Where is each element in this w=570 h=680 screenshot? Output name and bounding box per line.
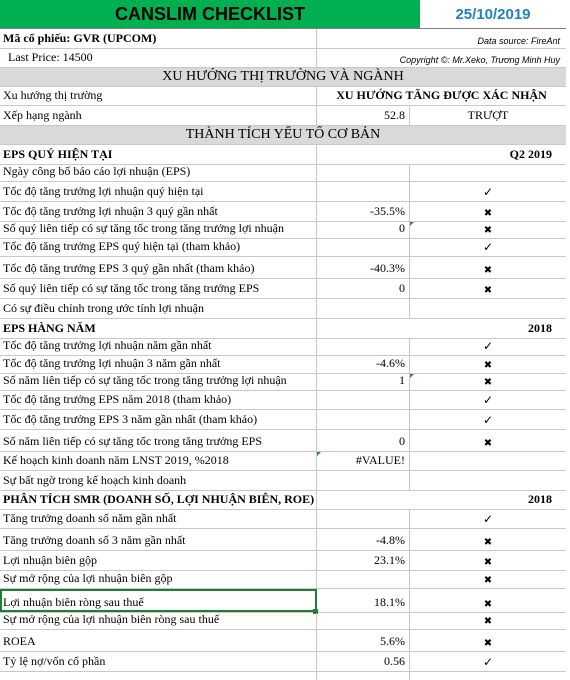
table-row — [0, 339, 566, 356]
check-icon: ✓ — [482, 240, 494, 254]
row-label[interactable]: Tốc độ tăng trưởng EPS năm 2018 (tham khảo) — [0, 391, 317, 409]
table-row — [0, 239, 566, 257]
row-label[interactable]: Tỷ lệ nợ/vốn cổ phần — [0, 652, 317, 671]
cross-icon: ✖ — [483, 265, 493, 276]
eps-year-period[interactable]: 2018 — [528, 321, 552, 335]
row-label[interactable]: Số năm liên tiếp có sự tăng tốc trong tăng trưởng lợi nhuận — [0, 374, 317, 390]
row-value[interactable]: 5.6% — [317, 630, 410, 651]
table-row — [0, 165, 566, 182]
industry-rank-label[interactable]: Xếp hạng ngành — [0, 106, 317, 125]
cross-icon: ✖ — [483, 377, 493, 388]
cross-icon: ✖ — [483, 638, 493, 649]
sheet-title[interactable]: CANSLIM CHECKLIST — [115, 3, 305, 24]
row-check[interactable] — [410, 589, 566, 612]
table-row — [0, 452, 566, 471]
row-label[interactable]: Số quý liên tiếp có sự tăng tốc trong tăng trưởng EPS — [0, 279, 317, 298]
cross-icon: ✖ — [483, 285, 493, 296]
market-trend-label[interactable]: Xu hướng thị trường — [0, 87, 317, 105]
cross-icon: ✖ — [483, 575, 493, 586]
title-bar — [0, 0, 566, 29]
row-label[interactable]: Số năm liên tiếp có sự tăng tốc trong tăng trưởng EPS — [0, 430, 317, 451]
row-value[interactable]: -4.8% — [317, 529, 410, 550]
table-row — [0, 551, 566, 571]
row-value[interactable]: -40.3% — [317, 257, 410, 278]
stock-code-cell[interactable]: Mã cổ phiếu: GVR (UPCOM) — [0, 29, 317, 48]
row-label[interactable]: Tăng trưởng doanh số năm gần nhất — [0, 510, 317, 528]
check-icon: ✓ — [482, 413, 494, 427]
row-check[interactable] — [410, 510, 566, 528]
row-label[interactable] — [0, 672, 317, 680]
price-info-row — [0, 49, 566, 68]
row-label[interactable]: Tốc độ tăng trưởng lợi nhuận 3 quý gần nhất — [0, 202, 317, 221]
row-label[interactable]: Sự mở rộng của lợi nhuận biên gộp — [0, 571, 317, 588]
row-check[interactable] — [410, 299, 566, 318]
row-check[interactable] — [410, 257, 566, 278]
row-value[interactable]: #VALUE! — [317, 452, 410, 470]
cross-icon: ✖ — [483, 557, 493, 568]
smr-header — [0, 491, 566, 510]
row-check[interactable] — [410, 239, 566, 256]
row-check[interactable] — [410, 529, 566, 550]
table-row — [0, 630, 566, 652]
table-row — [0, 613, 566, 630]
row-value[interactable]: 1 — [317, 374, 410, 390]
table-row — [0, 182, 566, 202]
industry-rank-value[interactable]: 52.8 — [317, 106, 410, 125]
row-check[interactable] — [410, 374, 566, 390]
table-row — [0, 510, 566, 529]
comment-marker-icon — [410, 222, 414, 226]
comment-marker-icon — [410, 374, 414, 378]
row-value[interactable] — [317, 571, 410, 588]
table-row — [0, 529, 566, 551]
row-label[interactable]: Có sự điều chỉnh trong ước tính lợi nhuận — [0, 299, 317, 318]
row-label[interactable]: Tốc độ tăng trưởng EPS quý hiện tại (tham khảo) — [0, 239, 317, 256]
row-label[interactable]: Tốc độ tăng trưởng lợi nhuận năm gần nhất — [0, 339, 317, 355]
row-label[interactable]: Ngày công bố báo cáo lợi nhuận (EPS) — [0, 165, 317, 181]
row-label[interactable]: Kế hoạch kinh doanh năm LNST 2019, %2018 — [0, 452, 317, 470]
row-value[interactable] — [317, 510, 410, 528]
row-value[interactable]: -35.5% — [317, 202, 410, 221]
selected-cell[interactable]: Lợi nhuận biên ròng sau thuế — [0, 589, 317, 612]
performance-section-header — [0, 126, 566, 145]
table-row — [0, 652, 566, 672]
row-value[interactable]: 0.56 — [317, 652, 410, 671]
row-value[interactable] — [317, 182, 410, 201]
table-row — [0, 571, 566, 589]
row-label[interactable]: Tăng trưởng doanh số 3 năm gần nhất — [0, 529, 317, 550]
row-label[interactable]: Tốc độ tăng trưởng lợi nhuận 3 năm gần nhất — [0, 356, 317, 373]
table-row — [0, 410, 566, 430]
row-check[interactable] — [410, 630, 566, 651]
row-label[interactable]: Số quý liên tiếp có sự tăng tốc trong tăng trưởng lợi nhuận — [0, 222, 317, 238]
row-check[interactable] — [410, 652, 566, 671]
cross-icon: ✖ — [483, 537, 493, 548]
eps-quarter-period[interactable]: Q2 2019 — [509, 147, 552, 161]
table-row — [0, 589, 566, 613]
row-value[interactable]: 23.1% — [317, 551, 410, 570]
stock-info-row — [0, 29, 566, 49]
table-row — [0, 672, 566, 680]
cross-icon: ✖ — [483, 438, 493, 449]
market-trend-value[interactable]: XU HƯỚNG TĂNG ĐƯỢC XÁC NHẬN — [336, 88, 547, 102]
last-price-cell[interactable]: Last Price: 14500 — [0, 49, 317, 67]
check-icon: ✓ — [482, 512, 494, 526]
row-value[interactable]: -4.6% — [317, 356, 410, 373]
row-value[interactable] — [317, 391, 410, 409]
row-value[interactable]: 18.1% — [317, 589, 410, 612]
row-value[interactable]: 0 — [317, 222, 410, 238]
cross-icon: ✖ — [483, 225, 493, 236]
row-value[interactable] — [317, 672, 410, 680]
row-label[interactable]: ROEA — [0, 630, 317, 651]
eps-quarter-title[interactable]: EPS QUÝ HIỆN TẠI — [0, 145, 317, 164]
eps-year-header — [0, 319, 566, 339]
row-value[interactable] — [317, 165, 410, 181]
row-check[interactable] — [410, 551, 566, 570]
row-check[interactable] — [410, 279, 566, 298]
row-value[interactable] — [317, 299, 410, 318]
copyright-cell[interactable]: Copyright ©: Mr.Xeko, Trương Minh Huy — [399, 55, 560, 65]
check-icon: ✓ — [482, 185, 494, 199]
row-check[interactable] — [410, 471, 566, 490]
table-row — [0, 430, 566, 452]
row-label[interactable]: Sự mở rộng của lợi nhuận biên ròng sau thuế — [0, 613, 317, 629]
row-check[interactable] — [410, 391, 566, 409]
row-label[interactable]: Tốc độ tăng trưởng EPS 3 quý gần nhất (tham khảo) — [0, 257, 317, 278]
row-check[interactable] — [410, 452, 566, 470]
smr-title[interactable]: PHÂN TÍCH SMR (DOANH SỐ, LỢI NHUẬN BIÊN, ROE) — [0, 491, 317, 509]
row-label[interactable]: Sự bất ngờ trong kế hoạch kinh doanh — [0, 471, 317, 490]
row-value[interactable] — [317, 239, 410, 256]
table-row — [0, 202, 566, 222]
row-label[interactable]: Lợi nhuận biên gộp — [0, 551, 317, 570]
check-icon: ✓ — [482, 339, 494, 353]
cross-icon: ✖ — [483, 360, 493, 371]
row-check[interactable] — [410, 165, 566, 181]
row-check[interactable] — [410, 430, 566, 451]
row-value[interactable] — [317, 410, 410, 429]
table-row — [0, 257, 566, 279]
row-value[interactable]: 0 — [317, 430, 410, 451]
table-row — [0, 356, 566, 374]
row-value[interactable] — [317, 613, 410, 629]
table-row — [0, 279, 566, 299]
row-label[interactable]: Tốc độ tăng trưởng EPS 3 năm gần nhất (tham khảo) — [0, 410, 317, 429]
cross-icon: ✖ — [483, 599, 493, 610]
row-check[interactable] — [410, 356, 566, 373]
row-check[interactable] — [410, 571, 566, 588]
smr-period[interactable]: 2018 — [528, 492, 552, 506]
row-value[interactable] — [317, 339, 410, 355]
table-row — [0, 471, 566, 491]
eps-quarter-header — [0, 145, 566, 165]
table-row — [0, 391, 566, 410]
market-section-title[interactable]: XU HƯỚNG THỊ TRƯỜNG VÀ NGÀNH — [162, 69, 404, 84]
cross-icon: ✖ — [483, 616, 493, 627]
industry-rank-row — [0, 106, 566, 126]
check-icon: ✓ — [482, 655, 494, 669]
market-section-header — [0, 68, 566, 87]
row-check[interactable] — [410, 222, 566, 238]
industry-rank-status[interactable]: TRƯỢT — [467, 108, 509, 122]
table-row — [0, 299, 566, 319]
row-label[interactable]: Tốc độ tăng trưởng lợi nhuận quý hiện tại — [0, 182, 317, 201]
table-row — [0, 222, 566, 239]
performance-section-title[interactable]: THÀNH TÍCH YẾU TỐ CƠ BẢN — [185, 127, 381, 142]
row-check[interactable] — [410, 613, 566, 629]
data-source-cell[interactable]: Data source: FireAnt — [477, 36, 560, 46]
cross-icon: ✖ — [483, 208, 493, 219]
table-row — [0, 374, 566, 391]
row-value[interactable] — [317, 471, 410, 490]
report-date[interactable]: 25/10/2019 — [420, 0, 566, 28]
row-value[interactable]: 0 — [317, 279, 410, 298]
market-trend-row — [0, 87, 566, 106]
row-check[interactable] — [410, 410, 566, 429]
row-check[interactable] — [410, 182, 566, 201]
row-check[interactable] — [410, 202, 566, 221]
eps-year-title[interactable]: EPS HÀNG NĂM — [0, 319, 317, 338]
comment-marker-icon — [317, 452, 321, 456]
row-check[interactable] — [410, 339, 566, 355]
check-icon: ✓ — [482, 393, 494, 407]
